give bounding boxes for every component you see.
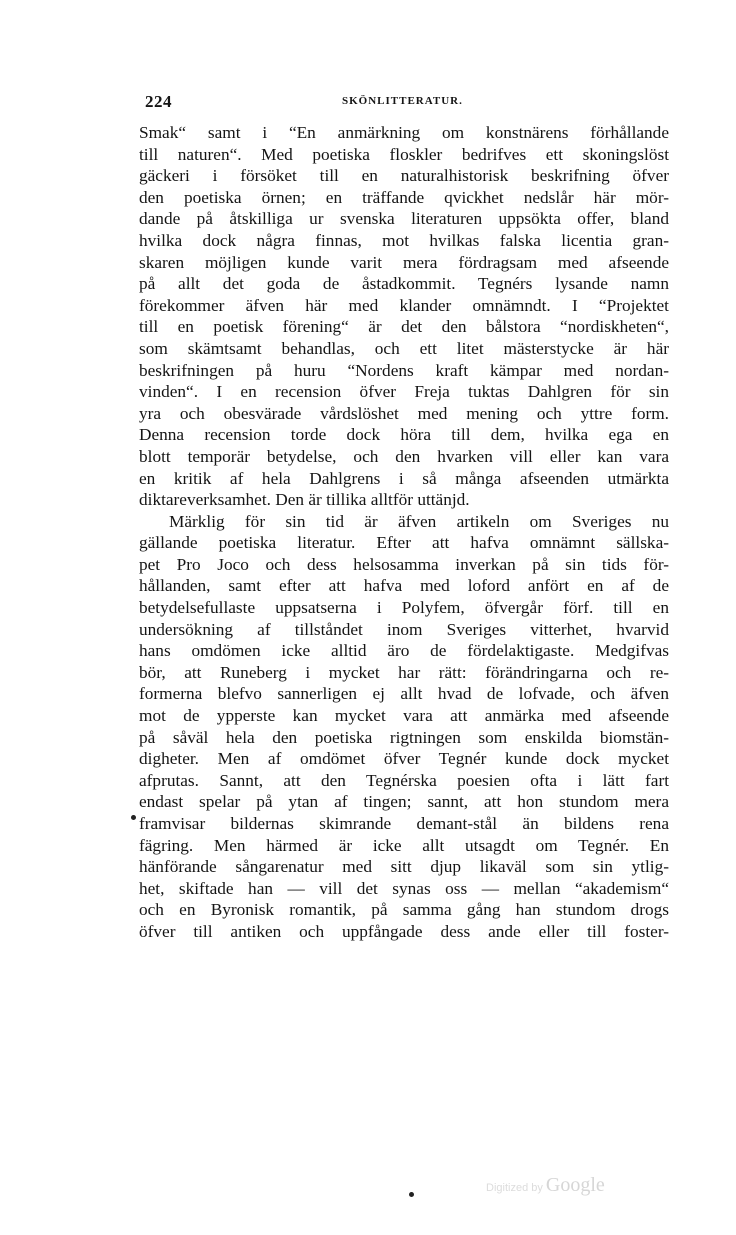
- text-line: het, skiftade han — vill det synas oss — mellan “akademism“: [139, 878, 669, 898]
- page-number: 224: [145, 92, 172, 111]
- text-line: framvisar bildernas skimrande demant-stål än bildens rena: [139, 814, 669, 833]
- text-line: till en poetisk förening“ är det den bålstora “nordiskheten“,: [139, 317, 669, 337]
- text-line: hans omdömen icke alltid äro de fördelaktigaste. Medgifvas: [139, 641, 669, 661]
- text-line: mot de ypperste kan mycket vara att anmärka med afseende: [139, 706, 669, 726]
- text-line: hvilka dock några finnas, mot hvilkas falska licentia gran-: [139, 230, 669, 250]
- text-line: gällande poetiska literatur. Efter att hafva omnämnt sällska-: [139, 533, 669, 553]
- text-line: Denna recension torde dock höra till dem, hvilka ega en: [139, 425, 669, 445]
- text-line: beskrifningen på huru “Nordens kraft kämpar med nordan-: [139, 360, 669, 380]
- text-line: och en Byronisk romantik, på samma gång han stundom drogs: [139, 900, 669, 920]
- text-line: Smak“ samt i “En anmärkning om konstnärens förhållande: [139, 123, 669, 142]
- page-header: [145, 92, 667, 116]
- text-line: öfver till antiken och uppfångade dess ande eller till foster-: [139, 921, 669, 941]
- digitization-watermark: [486, 1174, 605, 1197]
- text-line: hänförande sångarenatur med sitt djup likaväl som sin ytlig-: [139, 857, 669, 877]
- text-line: undersökning af tillståndet inom Sveriges vitterhet, hvarvid: [139, 619, 669, 639]
- text-line: på allt det goda de åstadkommit. Tegnérs lysande namn: [139, 274, 669, 294]
- text-line: pet Pro Joco och dess helsosamma inverkan på sin tids för-: [139, 554, 669, 574]
- text-line: fägring. Men härmed är icke allt utsagdt om Tegnér. En: [139, 835, 669, 855]
- text-line: till naturen“. Med poetiska floskler bedrifves ett skoningslöst: [139, 144, 669, 164]
- text-line: den poetiska örnen; en träffande qvickhet nedslår här mör-: [139, 187, 669, 207]
- text-line: som skämtsamt behandlas, och ett litet mästerstycke är här: [139, 338, 669, 358]
- text-line: förekommer äfven här med klander omnämndt. I “Projektet: [139, 295, 669, 315]
- text-line: dande på åtskilliga ur svenska literaturen uppsökta offer, bland: [139, 209, 669, 229]
- text-line: skaren möjligen kunde varit mera fördragsam med afseende: [139, 252, 669, 272]
- watermark-prefix: Digitized by: [486, 1182, 543, 1194]
- text-line: på såväl hela den poetiska rigtningen som enskilda biomstän-: [139, 727, 669, 747]
- text-line: formerna blefvo sannerligen ej allt hvad de lofvade, och äfven: [139, 684, 669, 704]
- text-line: blott temporär betydelse, och den hvarken vill eller kan vara: [139, 446, 669, 466]
- watermark-brand: Google: [545, 1174, 605, 1196]
- text-line: bör, att Runeberg i mycket har rätt: förändringarna och re-: [139, 662, 669, 682]
- text-line: endast spelar på ytan af tingen; sannt, att hon stundom mera: [139, 792, 669, 812]
- text-line: digheter. Men af omdömet öfver Tegnér kunde dock mycket: [139, 749, 669, 769]
- paragraph-end-line: diktareverksamhet. Den är tillika alltför uttänjd.: [139, 490, 470, 510]
- text-line: gäckeri i försöket till en naturalhistorisk beskrifning öfver: [139, 166, 669, 186]
- text-line: afprutas. Sannt, att den Tegnérska poesien ofta i lätt fart: [139, 770, 669, 790]
- text-line: vinden“. I en recension öfver Freja tuktas Dahlgren för sin: [139, 382, 669, 402]
- text-line: yra och obesvärade vårdslöshet med mening och yttre form.: [139, 403, 669, 423]
- paragraph-start-line: Märklig för sin tid är äfven artikeln om Sveriges nu: [169, 511, 669, 531]
- text-line: hållanden, samt efter att hafva med loford anfört en af de: [139, 576, 669, 596]
- text-line: en kritik af hela Dahlgrens i så många afseenden utmärkta: [139, 468, 669, 488]
- body-text: [139, 122, 669, 943]
- ink-speck: [131, 815, 136, 820]
- running-head: SKÖNLITTERATUR.: [342, 95, 463, 107]
- text-line: betydelsefullaste uppsatserna i Polyfem, öfvergår förf. till en: [139, 598, 669, 618]
- ink-speck: [409, 1192, 414, 1197]
